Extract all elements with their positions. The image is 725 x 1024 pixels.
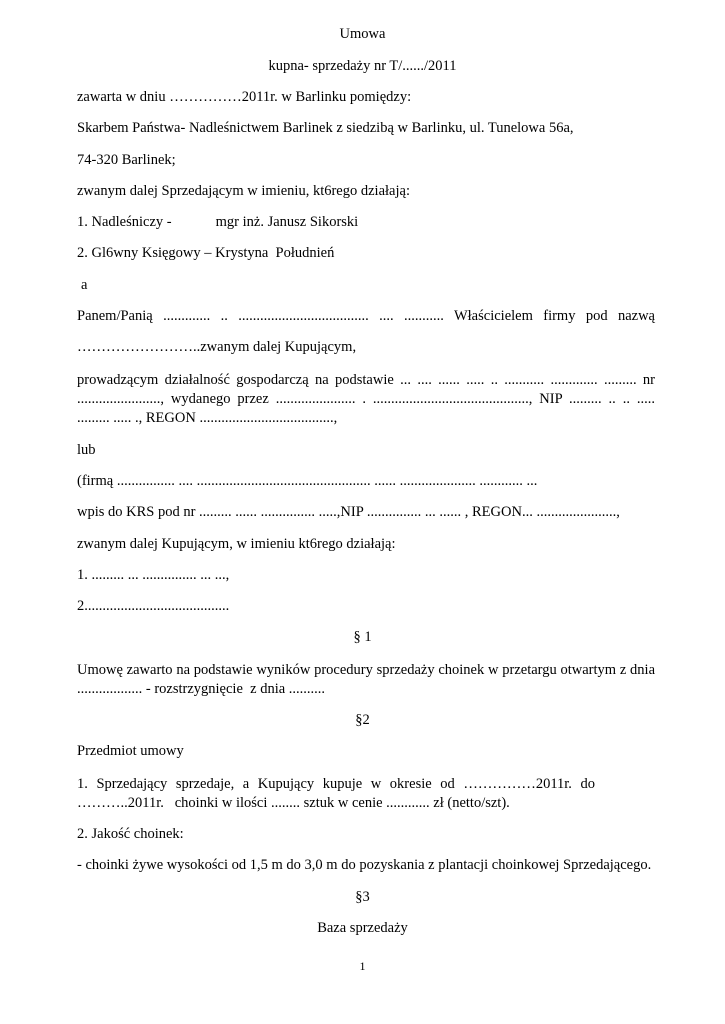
- buyer-business-line-1: prowadzącym działalność gospodarczą na podstawie ... .... ...... ..... .. ........... ............. ......... nr: [77, 372, 655, 388]
- seller-rep-1: [77, 213, 358, 232]
- buyer-company-line: (firmą ................ .... ................................................ ...... ..................... ............ ...: [77, 473, 538, 489]
- section-1-heading: § 1: [353, 629, 372, 645]
- alternative-lub: lub: [77, 442, 96, 458]
- section-1-text-line-1: Umowę zawarto na podstawie wyników procedury sprzedaży choinek w przetargu otwartym z dnia: [77, 662, 655, 678]
- buyer-rep-2: 2........................................: [77, 598, 230, 614]
- buyer-krs-line: wpis do KRS pod nr ......... ...... ............... .....,NIP ............... ... ...... , REGON... ......................,: [77, 504, 620, 520]
- page-number: 1: [359, 959, 366, 973]
- seller-rep-2: 2. Gl6wny Księgowy – Krystyna Południeń: [77, 245, 335, 261]
- seller-rep-1-role: 1. Nadleśniczy -: [77, 214, 172, 230]
- section-2-heading: §2: [355, 712, 370, 728]
- document-title: Umowa: [339, 26, 386, 42]
- buyer-business-line-3: ......... ..... ., REGON .....................................,: [77, 410, 338, 426]
- section-3-heading: §3: [355, 889, 370, 905]
- section-3-title: Baza sprzedaży: [317, 920, 408, 936]
- section-2-item-2-detail: - choinki żywe wysokości od 1,5 m do 3,0 m do pozyskania z plantacji choinkowej Sprzedającego.: [77, 857, 652, 873]
- section-2-item-2: 2. Jakość choinek:: [77, 826, 184, 842]
- buyer-rep-1: 1. ......... ... ............... ... ...,: [77, 567, 230, 583]
- section-2-item-1-line-1: 1. Sprzedający sprzedaje, a Kupujący kupuje w okresie od ……………2011r. do: [77, 776, 595, 792]
- buyer-called-line: ……………………..zwanym dalej Kupującym,: [77, 339, 357, 355]
- buyer-business-line-2: ......................., wydanego przez ...................... . ..........................................., NIP ......... .. .. .....: [77, 391, 655, 407]
- seller-name-line: Skarbem Państwa- Nadleśnictwem Barlinek z siedzibą w Barlinku, ul. Tunelowa 56a,: [77, 120, 574, 136]
- seller-called-line: zwanym dalej Sprzedającym w imieniu, kt6rego działają:: [77, 183, 410, 199]
- buyer-name-line: Panem/Panią ............. .. .................................... .... ........... Właścicielem firmy pod nazwą: [77, 308, 655, 324]
- section-2-item-1-line-2: ………..2011r. choinki w ilości ........ sztuk w cenie ............ zł (netto/szt).: [77, 795, 510, 811]
- conjunction-a: a: [81, 277, 88, 293]
- section-2-subject: Przedmiot umowy: [77, 743, 184, 759]
- buyer-reps-called-line: zwanym dalej Kupującym, w imieniu kt6rego działają:: [77, 536, 396, 552]
- section-1-text-line-2: .................. - rozstrzygnięcie z dnia ..........: [77, 681, 326, 697]
- contract-date-line: zawarta w dniu ……………2011r. w Barlinku pomiędzy:: [77, 89, 412, 105]
- seller-rep-1-name: mgr inż. Janusz Sikorski: [215, 214, 359, 230]
- contract-number: kupna- sprzedaży nr T/....../2011: [268, 58, 457, 74]
- seller-address-line: 74-320 Barlinek;: [77, 152, 176, 168]
